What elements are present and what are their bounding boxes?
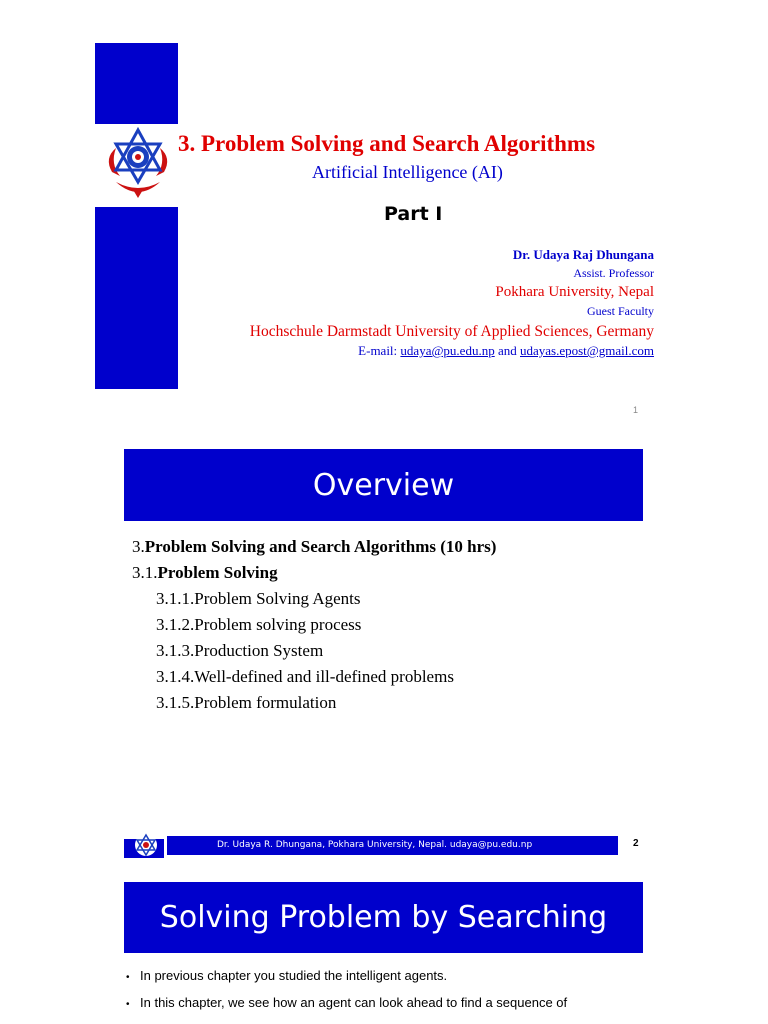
email-and: and bbox=[494, 343, 520, 358]
overview-list bbox=[132, 534, 496, 716]
slide2-header bbox=[124, 449, 643, 521]
footer-logo-icon bbox=[124, 830, 164, 859]
list-item-number: 3.1. bbox=[132, 563, 158, 582]
list-item: 3.1.5.Problem formulation bbox=[156, 693, 337, 712]
slide3-header bbox=[124, 882, 643, 953]
slide1-page-number: 1 bbox=[633, 405, 639, 415]
author-guest-role: Guest Faculty bbox=[587, 304, 654, 318]
bullet-text: In this chapter, we see how an agent can look ahead to find a sequence of bbox=[140, 995, 568, 1010]
pokhara-university-logo-icon bbox=[98, 124, 178, 207]
email-link-primary[interactable]: udaya@pu.edu.np bbox=[400, 343, 495, 358]
slide1-part-label: Part I bbox=[384, 203, 443, 225]
bullet-text: In previous chapter you studied the intelligent agents. bbox=[140, 968, 448, 983]
list-item: 3.1.2.Problem solving process bbox=[156, 615, 362, 634]
author-name: Dr. Udaya Raj Dhungana bbox=[512, 247, 654, 262]
list-item: 3.1.4.Well-defined and ill-defined problems bbox=[156, 667, 454, 686]
slide1-blue-bar-bottom bbox=[95, 207, 178, 389]
list-item bbox=[126, 993, 567, 1020]
list-item bbox=[126, 966, 567, 993]
slide3-header-title: Solving Problem by Searching bbox=[159, 900, 608, 935]
slide1-title: 3. Problem Solving and Search Algorithms bbox=[178, 131, 596, 156]
slide2-footer-bar: Dr. Udaya R. Dhungana, Pokhara University, Nepal. udaya@pu.edu.np bbox=[167, 836, 618, 855]
list-item-title: Problem Solving and Search Algorithms (10 hrs) bbox=[144, 537, 497, 556]
list-item bbox=[132, 560, 496, 586]
bullet-icon: • bbox=[126, 999, 130, 1010]
bullet-icon: • bbox=[126, 972, 130, 983]
email-prefix: E-mail: bbox=[358, 343, 401, 358]
author-email-line bbox=[358, 343, 654, 359]
slide1-blue-bar-top bbox=[95, 43, 178, 124]
author-role: Assist. Professor bbox=[573, 266, 654, 280]
email-link-secondary[interactable]: udayas.epost@gmail.com bbox=[520, 343, 654, 358]
author-university: Pokhara University, Nepal bbox=[495, 284, 654, 300]
list-item bbox=[132, 534, 496, 560]
list-item: 3.1.3.Production System bbox=[156, 641, 324, 660]
list-item: 3.1.1.Problem Solving Agents bbox=[156, 589, 361, 608]
slide3-bullet-list bbox=[126, 966, 567, 1020]
list-item-number: 3. bbox=[132, 537, 145, 556]
list-item-title: Problem Solving bbox=[157, 563, 278, 582]
slide2-page-number: 2 bbox=[633, 838, 639, 849]
author-hochschule: Hochschule Darmstadt University of Applied Sciences, Germany bbox=[249, 323, 654, 340]
slide2-header-title: Overview bbox=[312, 467, 455, 503]
slide1-subtitle: Artificial Intelligence (AI) bbox=[312, 162, 503, 182]
